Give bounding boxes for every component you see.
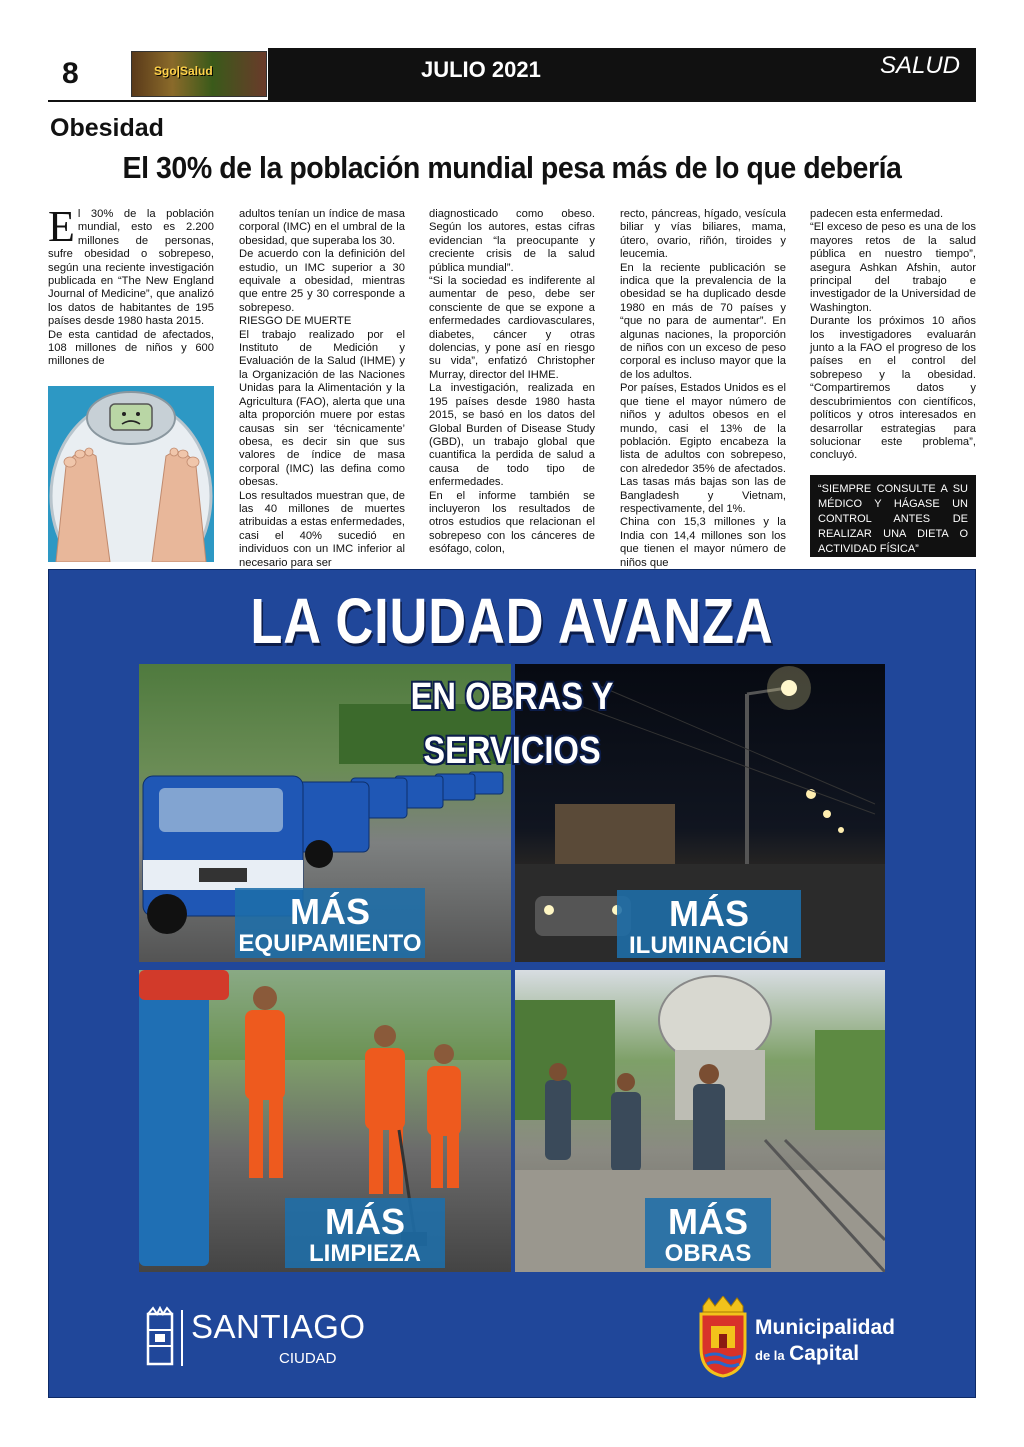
panel-works-label bbox=[645, 1198, 771, 1268]
santiago-tower-icon bbox=[145, 1306, 175, 1368]
article-column-5 bbox=[810, 208, 976, 463]
header-bar bbox=[268, 48, 976, 100]
panel-lighting-line2: ILUMINACIÓN bbox=[629, 932, 789, 959]
article-column-3 bbox=[429, 208, 595, 557]
city-advertisement bbox=[48, 569, 976, 1398]
column-2-text-d: El trabajo realizado por el Instituto de Medición y Evaluación de la Salud (IHME) y la Organización de las Naciones Unidas para la Alimentación y la Agricultura (FAO), alerta que una alta proporción muere por estas causas sin ser ‘técnicamente’ obesa, es decir sin que sus valores de índice de masa corporal (IMC) las defina como obesas. bbox=[239, 328, 405, 489]
muni-line2 bbox=[755, 1342, 859, 1366]
column-4-text-d: China con 15,3 millones y la India con 14,4 millones son los que tienen el mayor número de niños que bbox=[620, 516, 786, 569]
panel-works-line2: OBRAS bbox=[664, 1240, 752, 1267]
panel-equipment-label bbox=[235, 888, 425, 958]
column-4-text-c: Por países, Estados Unidos es el que tiene el mayor número de niños y adultos obesos en el mundo, casi el 13% de la población. Egipto encabeza la lista de adultos con sobrepeso, con alrededor 35% de afectados. Las tasas más bajas son las de Bangladesh y Vietnam, respectivamente, del 1%. bbox=[620, 382, 786, 515]
bathroom-scale-photo bbox=[48, 386, 214, 562]
column-3-text-c: La investigación, realizada en 195 países desde 1980 hasta 2015, se basó en los datos del Global Burden of Disease Study (GBD), un trabajo global que cuantifica la perdida de salud a causa de todo tipo de enfermedades. bbox=[429, 382, 595, 489]
column-5-text-b: “El exceso de peso es una de los mayores retos de la salud pública en nuestro tiempo”, asegura Ashkan Afshin, autor principal del trabajo e investigador de la Universidad de Washington. bbox=[810, 221, 976, 314]
panel-cleaning bbox=[139, 970, 511, 1272]
panel-cleaning-line1: MÁS bbox=[325, 1201, 405, 1242]
panel-works bbox=[515, 970, 885, 1272]
santiago-divider bbox=[181, 1310, 183, 1366]
article-column-2 bbox=[239, 208, 405, 570]
santiago-sub: CIUDAD bbox=[279, 1350, 337, 1367]
article-kicker: Obesidad bbox=[50, 114, 164, 142]
panel-cleaning-label bbox=[285, 1198, 445, 1268]
page-number: 8 bbox=[62, 57, 79, 90]
santiago-ciudad-logo bbox=[145, 1306, 366, 1376]
municipal-coat-of-arms-icon bbox=[697, 1296, 749, 1378]
column-3-text-d: En el informe también se incluyeron los resultados de otros estudios que relacionan el sobrepeso con los cánceres de esófago, colon, bbox=[429, 489, 595, 556]
muni-line1: Municipalidad bbox=[755, 1316, 896, 1339]
column-5-text-a: padecen esta enfermedad. bbox=[810, 208, 944, 220]
ad-title: LA CIUDAD AVANZA bbox=[250, 585, 774, 657]
issue-date: JULIO 2021 bbox=[421, 57, 541, 82]
column-1-text-a: l 30% de la población mundial, esto es 2.200 millones de personas, sufre obesidad o sobrepeso, según una reciente investigación publicada en “The New England Journal of Medicine”, que analizó los datos de habitantes de 195 países desde 1980 hasta 2015. bbox=[48, 208, 214, 328]
muni-line2-main: Capital bbox=[789, 1342, 860, 1365]
panel-lighting-label bbox=[617, 890, 801, 958]
municipalidad-logo bbox=[697, 1296, 897, 1380]
column-2-text-a: adultos tenían un índice de masa corporal (IMC) en el umbral de la obesidad, que superaba los 30. bbox=[239, 208, 405, 247]
column-3-text-b: “Si la sociedad es indiferente al aumentar de peso, debe ser consciente de que se expone a enfermedades cardiovasculares, diabetes, cáncer y otras dolencias, y pone así en riesgo su vida”, enfatizó Christopher Murray, director del IHME. bbox=[429, 275, 595, 381]
panel-lighting-line1: MÁS bbox=[669, 893, 749, 934]
panel-equipment-line1: MÁS bbox=[290, 891, 370, 932]
column-1-text-b: De esta cantidad de afectados, 108 millones de niños y 600 millones de bbox=[48, 328, 214, 368]
article-column-4 bbox=[620, 208, 786, 570]
panel-works-line1: MÁS bbox=[668, 1201, 748, 1242]
article-headline: El 30% de la población mundial pesa más de lo que debería bbox=[122, 150, 902, 185]
section-name: SALUD bbox=[879, 52, 960, 79]
column-5-text-c: Durante los próximos 10 años los investigadores evaluarán junto a la FAO el progreso de los países en el control del sobrepeso y la obesidad. “Compartiremos datos y descubrimientos con científicos, políticos y otros interesados en desarrollar estrategias para solucionar este problema”, concluyó. bbox=[810, 315, 976, 462]
column-4-text-b: En la reciente publicación se indica que la prevalencia de la obesidad se ha duplicado desde 1980 en más de 70 países y “que no para de aumentar”. En algunas naciones, la proporción de niños con un exceso de peso corporal es incluso mayor que la de los adultos. bbox=[620, 261, 786, 381]
article-column-1 bbox=[48, 202, 214, 369]
column-2-text-e: Los resultados muestran que, de las 40 millones de muertes atribuidas a estas enfermedades, casi el 40% sucedió en individuos con un IMC inferior al necesario para ser bbox=[239, 489, 405, 569]
muni-line2-prefix: de la bbox=[755, 1348, 785, 1363]
panel-cleaning-line2: LIMPIEZA bbox=[309, 1240, 421, 1267]
santiago-name: SANTIAGO bbox=[191, 1308, 366, 1345]
ad-subtitle: EN OBRAS Y SERVICIOS bbox=[410, 676, 614, 772]
column-2-text-b: De acuerdo con la definición del estudio, un IMC superior a 30 equivale a obesidad, mientras que entre 25 y 30 corresponde a sobrepeso. bbox=[239, 248, 405, 314]
column-4-text-a: recto, páncreas, hígado, vesícula biliar y vías biliares, mama, útero, ovario, riñón, tiroides y leucemia. bbox=[620, 208, 786, 261]
section-logo bbox=[131, 51, 267, 97]
section-logo-text: Sgo|Salud bbox=[154, 64, 213, 78]
bathroom-scale-illustration bbox=[48, 386, 214, 562]
advice-quote-box: “SIEMPRE CONSULTE A SU MÉDICO Y HÁGASE UN CONTROL ANTES DE REALIZAR UNA DIETA O ACTIVIDAD FÍSICA” bbox=[810, 475, 976, 557]
column-3-text-a: diagnosticado como obeso. Según los autores, estas cifras evidencian “la preocupante y creciente crisis de la salud pública mundial”. bbox=[429, 208, 595, 274]
drop-cap: E bbox=[48, 202, 75, 251]
panel-equipment-line2: EQUIPAMIENTO bbox=[238, 930, 422, 957]
column-2-subhead: RIESGO DE MUERTE bbox=[239, 315, 352, 328]
header-rule bbox=[48, 100, 976, 102]
